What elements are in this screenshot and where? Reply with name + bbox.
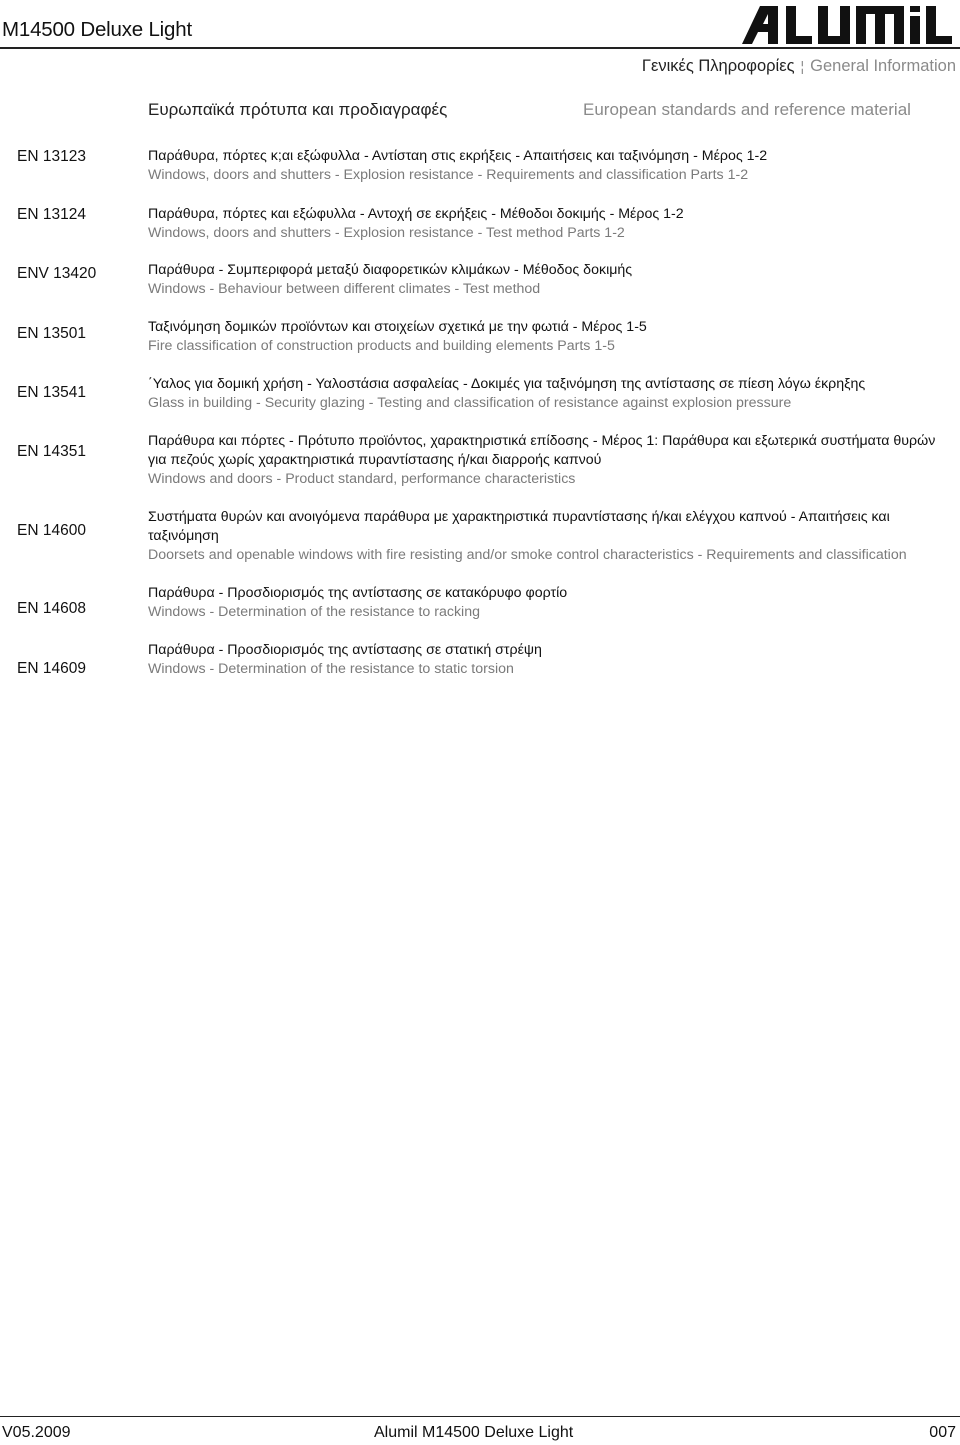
section-title [642,57,956,76]
standard-desc-gr: Παράθυρα και πόρτες - Πρότυπο προϊόντος, χαρακτηριστικά επίδοσης - Μέρος 1: Παράθυρα και εξωτερικά συστήματα θυρών [148,433,936,449]
standard-desc-gr: Συστήματα θυρών και ανοιγόμενα παράθυρα με χαρακτηριστικά πυραντίστασης ή/και ελέγχου καπνού - Απαιτήσεις και [148,509,890,525]
standard-desc-en: Windows - Determination of the resistance to racking [148,604,480,620]
standard-desc-en: Windows - Determination of the resistance to static torsion [148,661,514,677]
standard-code: EN 14351 [17,443,86,460]
standard-desc-gr: Παράθυρα - Συμπεριφορά μεταξύ διαφορετικών κλιμάκων - Μέθοδος δοκιμής [148,262,633,278]
standard-code: EN 13123 [17,148,86,165]
footer-divider [0,1416,960,1417]
standard-desc-en: Windows - Behaviour between different climates - Test method [148,281,541,297]
standard-desc-gr: ΄Υαλος για δομική χρήση - Υαλοστάσια ασφαλείας - Δοκιμές για ταξινόμηση της αντίστασης σε πίεση λόγω έκρηξης [148,376,866,392]
standard-desc-gr: Παράθυρα - Προσδιορισμός της αντίστασης σε κατακόρυφο φορτίο [148,585,568,601]
footer-title: Alumil M14500 Deluxe Light [374,1424,574,1441]
standard-desc-en: Windows, doors and shutters - Explosion resistance - Test method Parts 1-2 [148,225,625,241]
standard-code: EN 14600 [17,522,86,539]
standard-code: EN 14608 [17,600,86,617]
standard-desc-en: Windows, doors and shutters - Explosion resistance - Requirements and classification Parts 1-2 [148,167,749,183]
standard-code: EN 14609 [17,660,86,677]
standard-code: ENV 13420 [17,265,97,282]
standard-code: EN 13501 [17,325,86,342]
subtitle-en: European standards and reference material [583,100,911,119]
header-divider [0,47,960,49]
alumil-logo [738,2,956,46]
footer-page-number: 007 [929,1424,956,1441]
svg-text:alumil: alumil [738,2,741,3]
standard-desc-en: Fire classification of construction products and building elements Parts 1-5 [148,338,615,354]
standard-desc-gr: Ταξινόμηση δομικών προϊόντων και στοιχείων σχετικά με την φωτιά - Μέρος 1-5 [148,319,647,335]
standard-desc-gr: Παράθυρα, πόρτες και εξώφυλλα - Αντοχή σε εκρήξεις - Μέθοδοι δοκιμής - Μέρος 1-2 [148,206,684,222]
standard-desc-gr: Παράθυρα, πόρτες κ;αι εξώφυλλα - Αντίσταη στις εκρήξεις - Απαιτήσεις και ταξινόμηση - Μέρος 1-2 [148,148,768,164]
product-title: M14500 Deluxe Light [2,18,192,41]
standard-desc-gr: ταξινόμηση [148,528,219,544]
standard-desc-en: Glass in building - Security glazing - Testing and classification of resistance against explosion pressure [148,395,792,411]
section-title-gr: Γενικές Πληροφορίες [641,57,795,75]
section-title-en: General Information [810,57,956,75]
standard-desc-gr: για πεζούς χωρίς χαρακτηριστικά πυραντίστασης ή/και διαρροής καπνού [148,452,602,468]
section-separator: ¦ [800,58,805,74]
standard-desc-en: Windows and doors - Product standard, performance characteristics [148,471,576,487]
standard-code: EN 13124 [17,206,86,223]
standard-code: EN 13541 [17,384,86,401]
footer-version: V05.2009 [2,1424,71,1441]
standard-desc-en: Doorsets and openable windows with fire resisting and/or smoke control characteristics - Requirements and classification [148,547,907,563]
subtitle-gr: Ευρωπαϊκά πρότυπα και προδιαγραφές [148,100,448,119]
standard-desc-gr: Παράθυρα - Προσδιορισμός της αντίστασης σε στατική στρέψη [148,642,542,658]
